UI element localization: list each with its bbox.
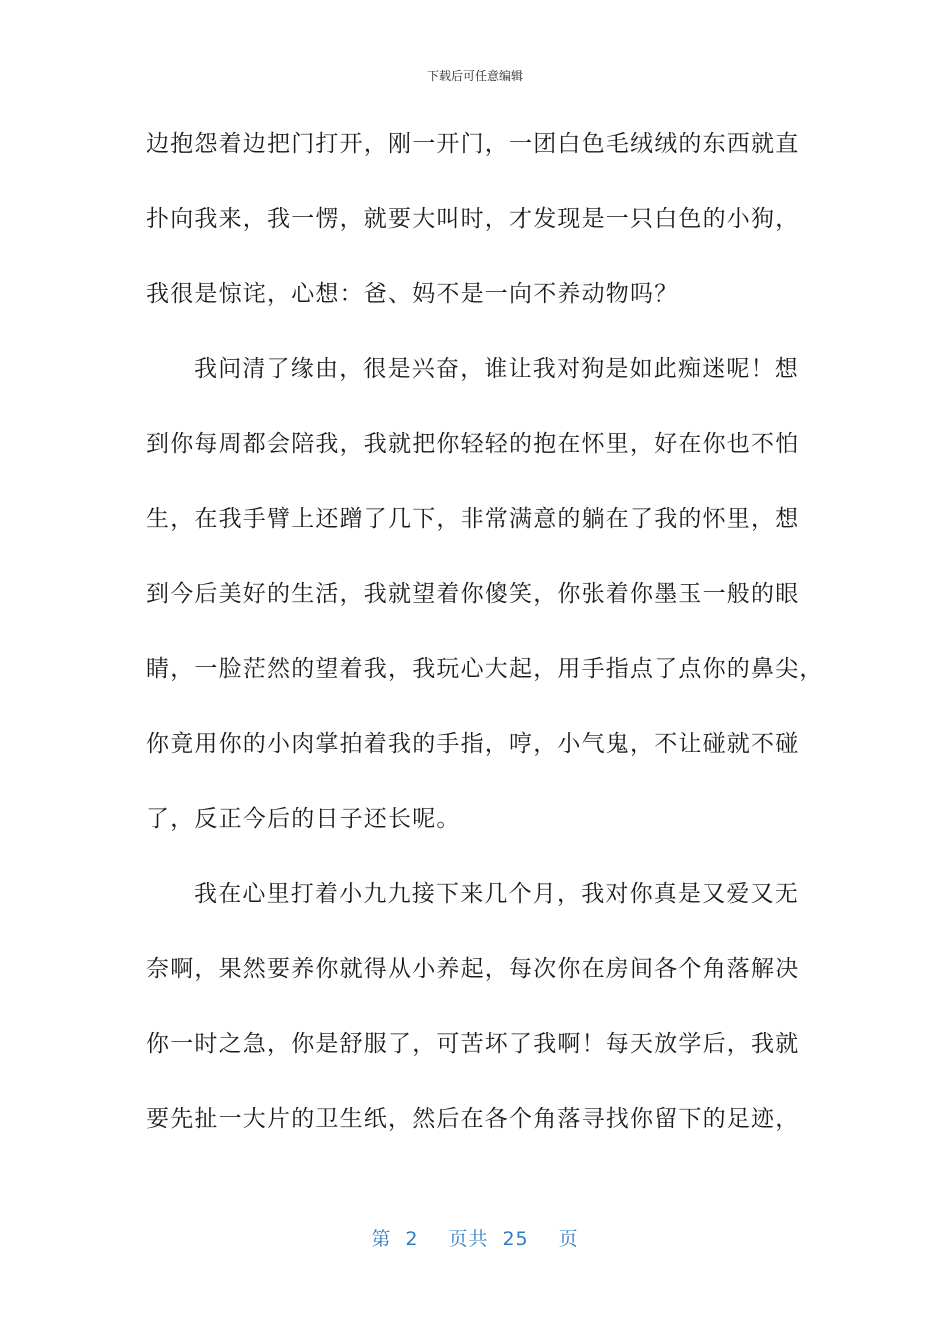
text-line: 你一时之急，你是舒服了，可苦坏了我啊！每天放学后，我就 xyxy=(146,1031,800,1057)
text-line: 睛，一脸茫然的望着我，我玩心大起，用手指点了点你的鼻尖， xyxy=(146,656,824,682)
text-line: 到今后美好的生活，我就望着你傻笑，你张着你墨玉一般的眼 xyxy=(146,581,800,607)
text-line: 扑向我来，我一愣，就要大叫时，才发现是一只白色的小狗， xyxy=(146,206,800,232)
text-line: 要先扯一大片的卫生纸，然后在各个角落寻找你留下的足迹， xyxy=(146,1106,800,1132)
paragraph-first-line: 我在心里打着小九九接下来几个月，我对你真是又爱又无 xyxy=(194,881,799,907)
paragraph-first-line: 我问清了缘由，很是兴奋，谁让我对狗是如此痴迷呢！想 xyxy=(194,356,799,382)
text-line: 奈啊，果然要养你就得从小养起，每次你在房间各个角落解决 xyxy=(146,956,800,982)
footer-total-pages: 25 xyxy=(502,1228,529,1250)
text-line: 到你每周都会陪我，我就把你轻轻的抱在怀里，好在你也不怕 xyxy=(146,431,800,457)
text-line: 边抱怨着边把门打开，刚一开门，一团白色毛绒绒的东西就直 xyxy=(146,131,800,157)
footer-prefix: 第 xyxy=(371,1228,392,1250)
download-note: 下载后可任意编辑 xyxy=(426,69,523,83)
footer-suffix: 页 xyxy=(558,1228,579,1250)
text-line: 了，反正今后的日子还长呢。 xyxy=(146,806,461,832)
footer-page-number: 2 xyxy=(405,1228,419,1250)
text-line: 生，在我手臂上还蹭了几下，非常满意的躺在了我的怀里，想 xyxy=(146,506,800,532)
text-line: 你竟用你的小肉掌拍着我的手指，哼，小气鬼，不让碰就不碰 xyxy=(146,731,800,757)
page-footer xyxy=(0,1224,950,1251)
text-line: 我很是惊诧，心想：爸、妈不是一向不养动物吗？ xyxy=(146,281,679,307)
document-body xyxy=(146,118,824,1168)
footer-middle: 页共 xyxy=(448,1228,489,1250)
